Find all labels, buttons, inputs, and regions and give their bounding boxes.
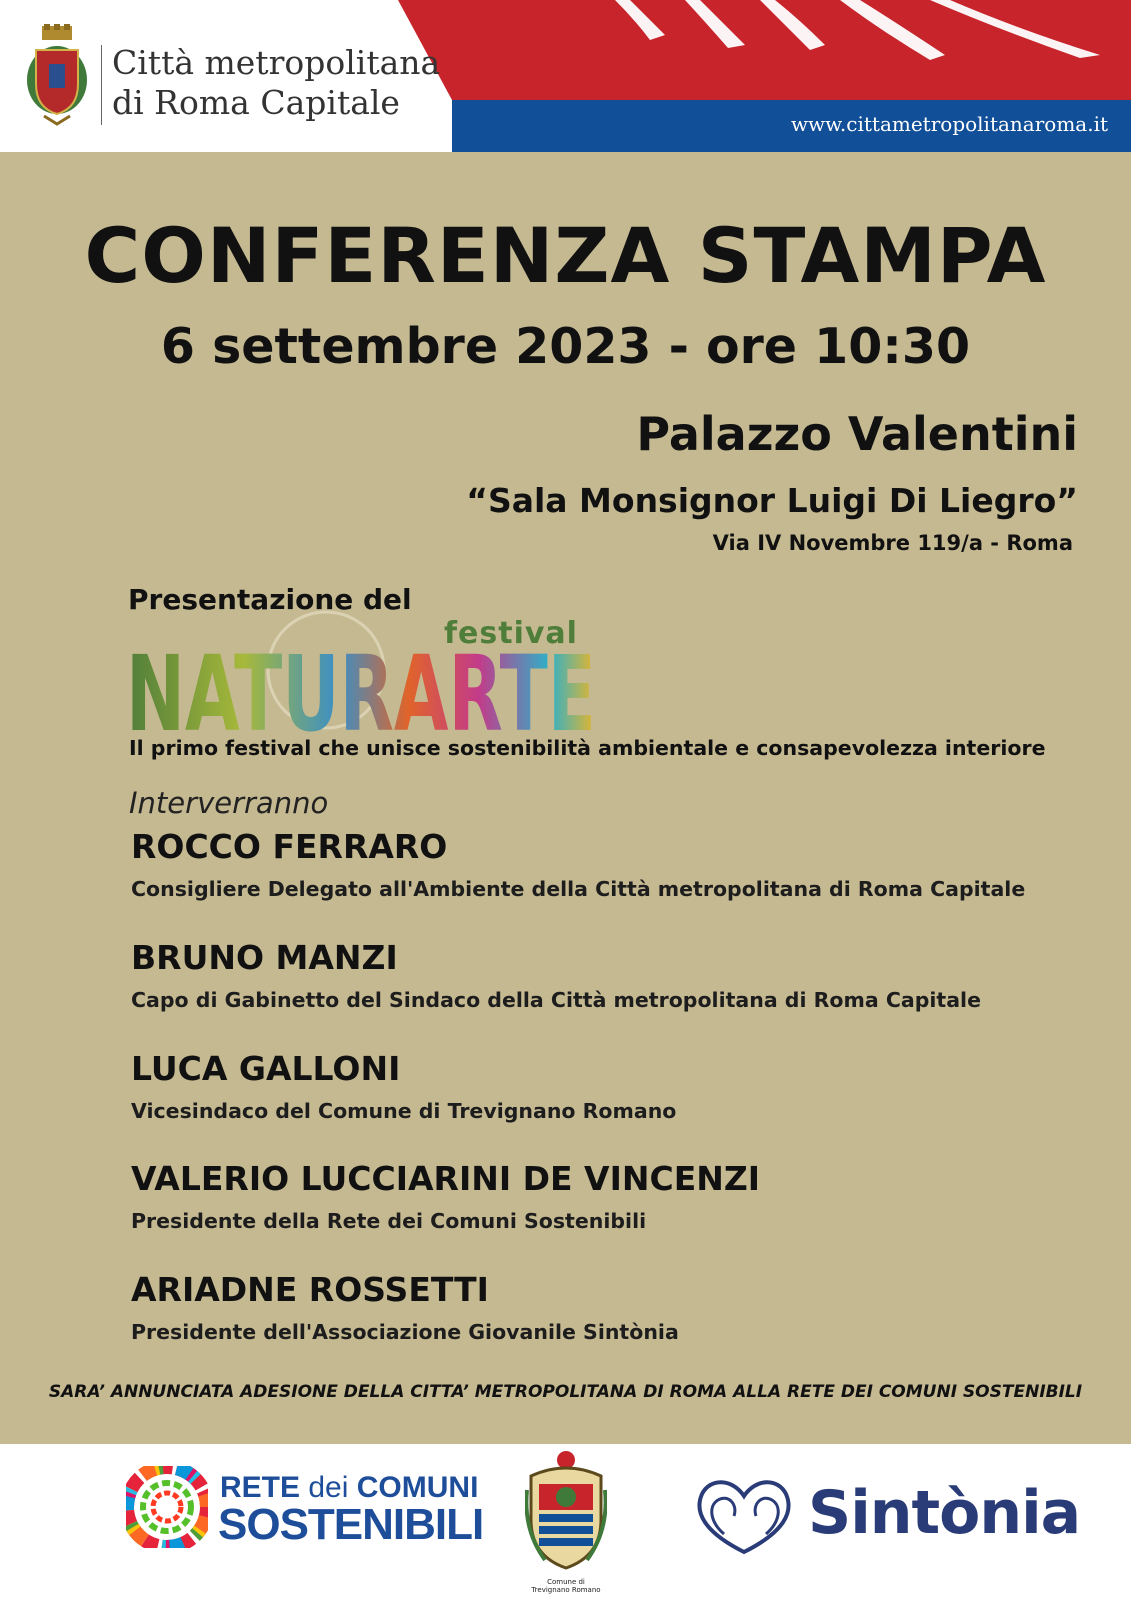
festival-label: festival: [444, 616, 578, 651]
presentation-intro: Presentazione del: [128, 583, 412, 616]
trevignano-caption: [500, 1578, 632, 1594]
event-venue: Palazzo Valentini: [636, 407, 1078, 461]
trevignano-caption-line2: Trevignano Romano: [531, 1586, 601, 1594]
speaker-role: Presidente della Rete dei Comuni Sostenibili: [131, 1209, 647, 1233]
org-name-line1: Città metropolitana: [112, 43, 441, 82]
announcement-text: SARA’ ANNUNCIATA ADESIONE DELLA CITTA’ METROPOLITANA DI ROMA ALLA RETE DEI COMUNI SOSTENIBILI: [48, 1382, 1083, 1402]
naturarte-wordmark: NATURARTE: [126, 633, 596, 745]
roma-coat-of-arms-icon: [24, 24, 90, 126]
speaker-name: ROCCO FERRARO: [131, 827, 448, 866]
speaker-name: ARIADNE ROSSETTI: [131, 1270, 489, 1309]
footer-partners: [0, 1444, 1131, 1600]
rete-word: RETE: [220, 1471, 301, 1504]
trevignano-coat-of-arms-icon: [525, 1450, 607, 1578]
website-link[interactable]: www.cittametropolitanaroma.it: [790, 112, 1108, 136]
speaker-name: LUCA GALLONI: [131, 1049, 401, 1088]
header-red-band: [398, 0, 1131, 100]
event-address: Via IV Novembre 119/a - Roma: [712, 531, 1073, 555]
speakers-heading: Interverranno: [129, 786, 329, 820]
speaker-role: Consigliere Delegato all'Ambiente della Città metropolitana di Roma Capitale: [131, 877, 1026, 901]
event-title: CONFERENZA STAMPA: [84, 211, 1047, 300]
naturarte-festival-logo: [126, 610, 606, 745]
header-divider: [101, 45, 102, 125]
header-banner: [0, 0, 1131, 152]
speaker-role: Vicesindaco del Comune di Trevignano Romano: [131, 1099, 677, 1123]
speaker-role: Presidente dell'Associazione Giovanile Sintònia: [131, 1320, 679, 1344]
sdg-wheel-icon: [126, 1466, 208, 1548]
speaker-name: BRUNO MANZI: [131, 938, 398, 977]
sintonia-hearts-icon: [694, 1472, 796, 1556]
speaker-name: VALERIO LUCCIARINI DE VINCENZI: [131, 1159, 761, 1198]
dei-word: dei: [308, 1471, 349, 1504]
rete-line2: SOSTENIBILI: [218, 1500, 484, 1549]
event-room: “Sala Monsignor Luigi Di Liegro”: [466, 481, 1078, 520]
trevignano-caption-line1: Comune di: [547, 1578, 585, 1586]
event-datetime: 6 settembre 2023 - ore 10:30: [160, 318, 971, 375]
speaker-role: Capo di Gabinetto del Sindaco della Città metropolitana di Roma Capitale: [131, 988, 981, 1012]
sintonia-logo-text: Sintònia: [808, 1478, 1081, 1548]
org-name-line2: di Roma Capitale: [112, 83, 400, 122]
festival-tagline: Il primo festival che unisce sostenibilità ambientale e consapevolezza interiore: [129, 736, 1046, 760]
comuni-word: COMUNI: [356, 1471, 479, 1504]
